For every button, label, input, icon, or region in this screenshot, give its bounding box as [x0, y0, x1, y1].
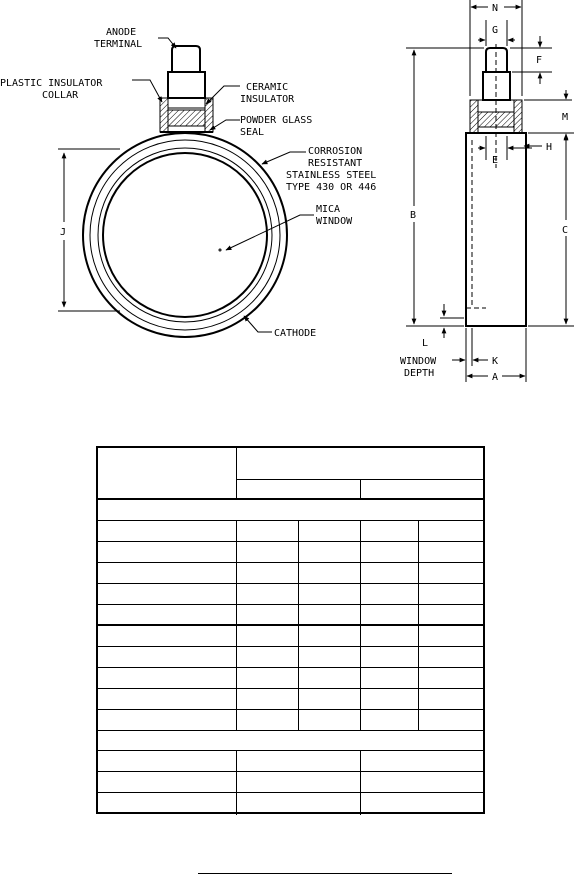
- dim-label-e: E: [492, 155, 499, 166]
- table-cell: [419, 689, 483, 710]
- label-corrosion-4: TYPE 430 OR 446: [286, 182, 377, 193]
- table-header-group: [237, 448, 483, 480]
- table-header-sub-2: [361, 480, 483, 500]
- dim-label-a: A: [492, 372, 499, 383]
- table-cell: [419, 647, 483, 668]
- dim-label-b: B: [410, 210, 417, 221]
- dim-label-f: F: [536, 55, 543, 66]
- table-cell: [237, 626, 299, 647]
- table-row: [98, 647, 237, 668]
- table-cell: [361, 521, 419, 542]
- anode-terminal-body: [168, 72, 205, 98]
- table-cell: [237, 668, 299, 689]
- table-cell: [419, 563, 483, 584]
- table-row: [98, 584, 237, 605]
- table-cell: [419, 626, 483, 647]
- table-row: [98, 668, 237, 689]
- leader-plastic: [132, 80, 162, 102]
- label-window-depth-1: WINDOW: [400, 356, 437, 367]
- table-cell: [299, 710, 361, 731]
- table-cell: [361, 626, 419, 647]
- table-cell: [299, 647, 361, 668]
- table-row: [98, 751, 237, 772]
- label-glass-2: SEAL: [240, 127, 265, 138]
- side-collar-right: [514, 100, 522, 133]
- table-cell: [299, 689, 361, 710]
- table-cell: [237, 542, 299, 563]
- leader-glass: [210, 120, 240, 130]
- label-corrosion-3: STAINLESS STEEL: [286, 170, 377, 181]
- table-cell: [299, 626, 361, 647]
- label-corrosion-1: CORROSION: [308, 146, 363, 157]
- label-window-depth-2: DEPTH: [404, 368, 435, 379]
- table-block-1: [98, 521, 483, 625]
- table-cell: [361, 772, 483, 793]
- table-cell: [361, 793, 483, 815]
- label-corrosion-2: RESISTANT: [308, 158, 363, 169]
- table-cell: [419, 584, 483, 605]
- table-cell: [299, 668, 361, 689]
- table-cell: [361, 647, 419, 668]
- table-cell: [361, 584, 419, 605]
- table-cell: [237, 710, 299, 731]
- table-cell: [237, 689, 299, 710]
- table-cell: [237, 751, 361, 772]
- leader-corrosion: [262, 152, 306, 164]
- ceramic-insulator-block: [168, 98, 205, 108]
- dim-label-n: N: [492, 3, 499, 14]
- table-cell: [361, 605, 419, 626]
- table-row: [98, 793, 237, 815]
- table-row: [98, 626, 237, 647]
- table-row: [98, 605, 237, 626]
- center-mark: [219, 249, 221, 251]
- table-cell: [419, 605, 483, 626]
- table-cell: [419, 542, 483, 563]
- table-cell: [299, 563, 361, 584]
- side-view: [400, 0, 574, 383]
- label-mica-1: MICA: [316, 204, 341, 215]
- table-cell: [237, 584, 299, 605]
- dim-label-l: L: [422, 338, 429, 349]
- table-cell: [361, 710, 419, 731]
- stainless-shell-outer: [98, 148, 272, 322]
- table-cell: [361, 542, 419, 563]
- dim-label-j: J: [60, 227, 67, 238]
- table-row: [98, 689, 237, 710]
- label-ceramic-2: INSULATOR: [240, 94, 295, 105]
- table-cell: [419, 521, 483, 542]
- table-section-row-1: [98, 500, 483, 521]
- label-anode-1: ANODE: [106, 27, 137, 38]
- table-row: [98, 563, 237, 584]
- table-cell: [237, 647, 299, 668]
- cathode-outer-circle: [83, 133, 287, 337]
- label-ceramic-1: CERAMIC: [246, 82, 289, 93]
- table-cell: [237, 563, 299, 584]
- glass-seal-block: [168, 110, 205, 126]
- leader-cathode: [244, 316, 272, 332]
- footer-rule: [198, 873, 452, 874]
- cathode-inner-circle: [90, 140, 280, 330]
- table-cell: [299, 605, 361, 626]
- table-cell: [237, 521, 299, 542]
- table-cell: [299, 542, 361, 563]
- table-row: [98, 710, 237, 731]
- table-cell: [361, 563, 419, 584]
- dim-label-c: C: [562, 225, 569, 236]
- dim-label-m: M: [562, 112, 569, 123]
- label-plastic-1: PLASTIC INSULATOR: [0, 78, 103, 89]
- table-header-sub-1: [237, 480, 361, 500]
- label-mica-2: WINDOW: [316, 216, 353, 227]
- dim-label-k: K: [492, 356, 499, 367]
- table-block-2: [98, 626, 483, 731]
- table-cell: [237, 793, 361, 815]
- dim-label-h: H: [546, 142, 553, 153]
- table-cell: [419, 668, 483, 689]
- table-block-3: [98, 751, 483, 814]
- table-cell: [237, 605, 299, 626]
- mica-window-circle: [103, 153, 267, 317]
- label-anode-2: TERMINAL: [94, 39, 143, 50]
- plastic-collar-left: [160, 98, 168, 132]
- label-plastic-2: COLLAR: [42, 90, 79, 101]
- table-cell: [237, 772, 361, 793]
- table-cell: [361, 668, 419, 689]
- anode-terminal-shape: [172, 46, 200, 72]
- side-collar-left: [470, 100, 478, 133]
- table-cell: [419, 710, 483, 731]
- leader-mica: [226, 215, 314, 250]
- table-header-corner: [98, 448, 237, 500]
- table-row: [98, 772, 237, 793]
- table-cell: [299, 521, 361, 542]
- specification-table: [96, 446, 485, 814]
- dim-label-g: G: [492, 25, 499, 36]
- table-row: [98, 542, 237, 563]
- table-section-row-2: [98, 731, 483, 751]
- label-cathode: CATHODE: [274, 328, 317, 339]
- label-glass-1: POWDER GLASS: [240, 115, 313, 126]
- table-cell: [299, 584, 361, 605]
- table-cell: [361, 751, 483, 772]
- table-cell: [361, 689, 419, 710]
- table-row: [98, 521, 237, 542]
- front-view: [0, 27, 376, 339]
